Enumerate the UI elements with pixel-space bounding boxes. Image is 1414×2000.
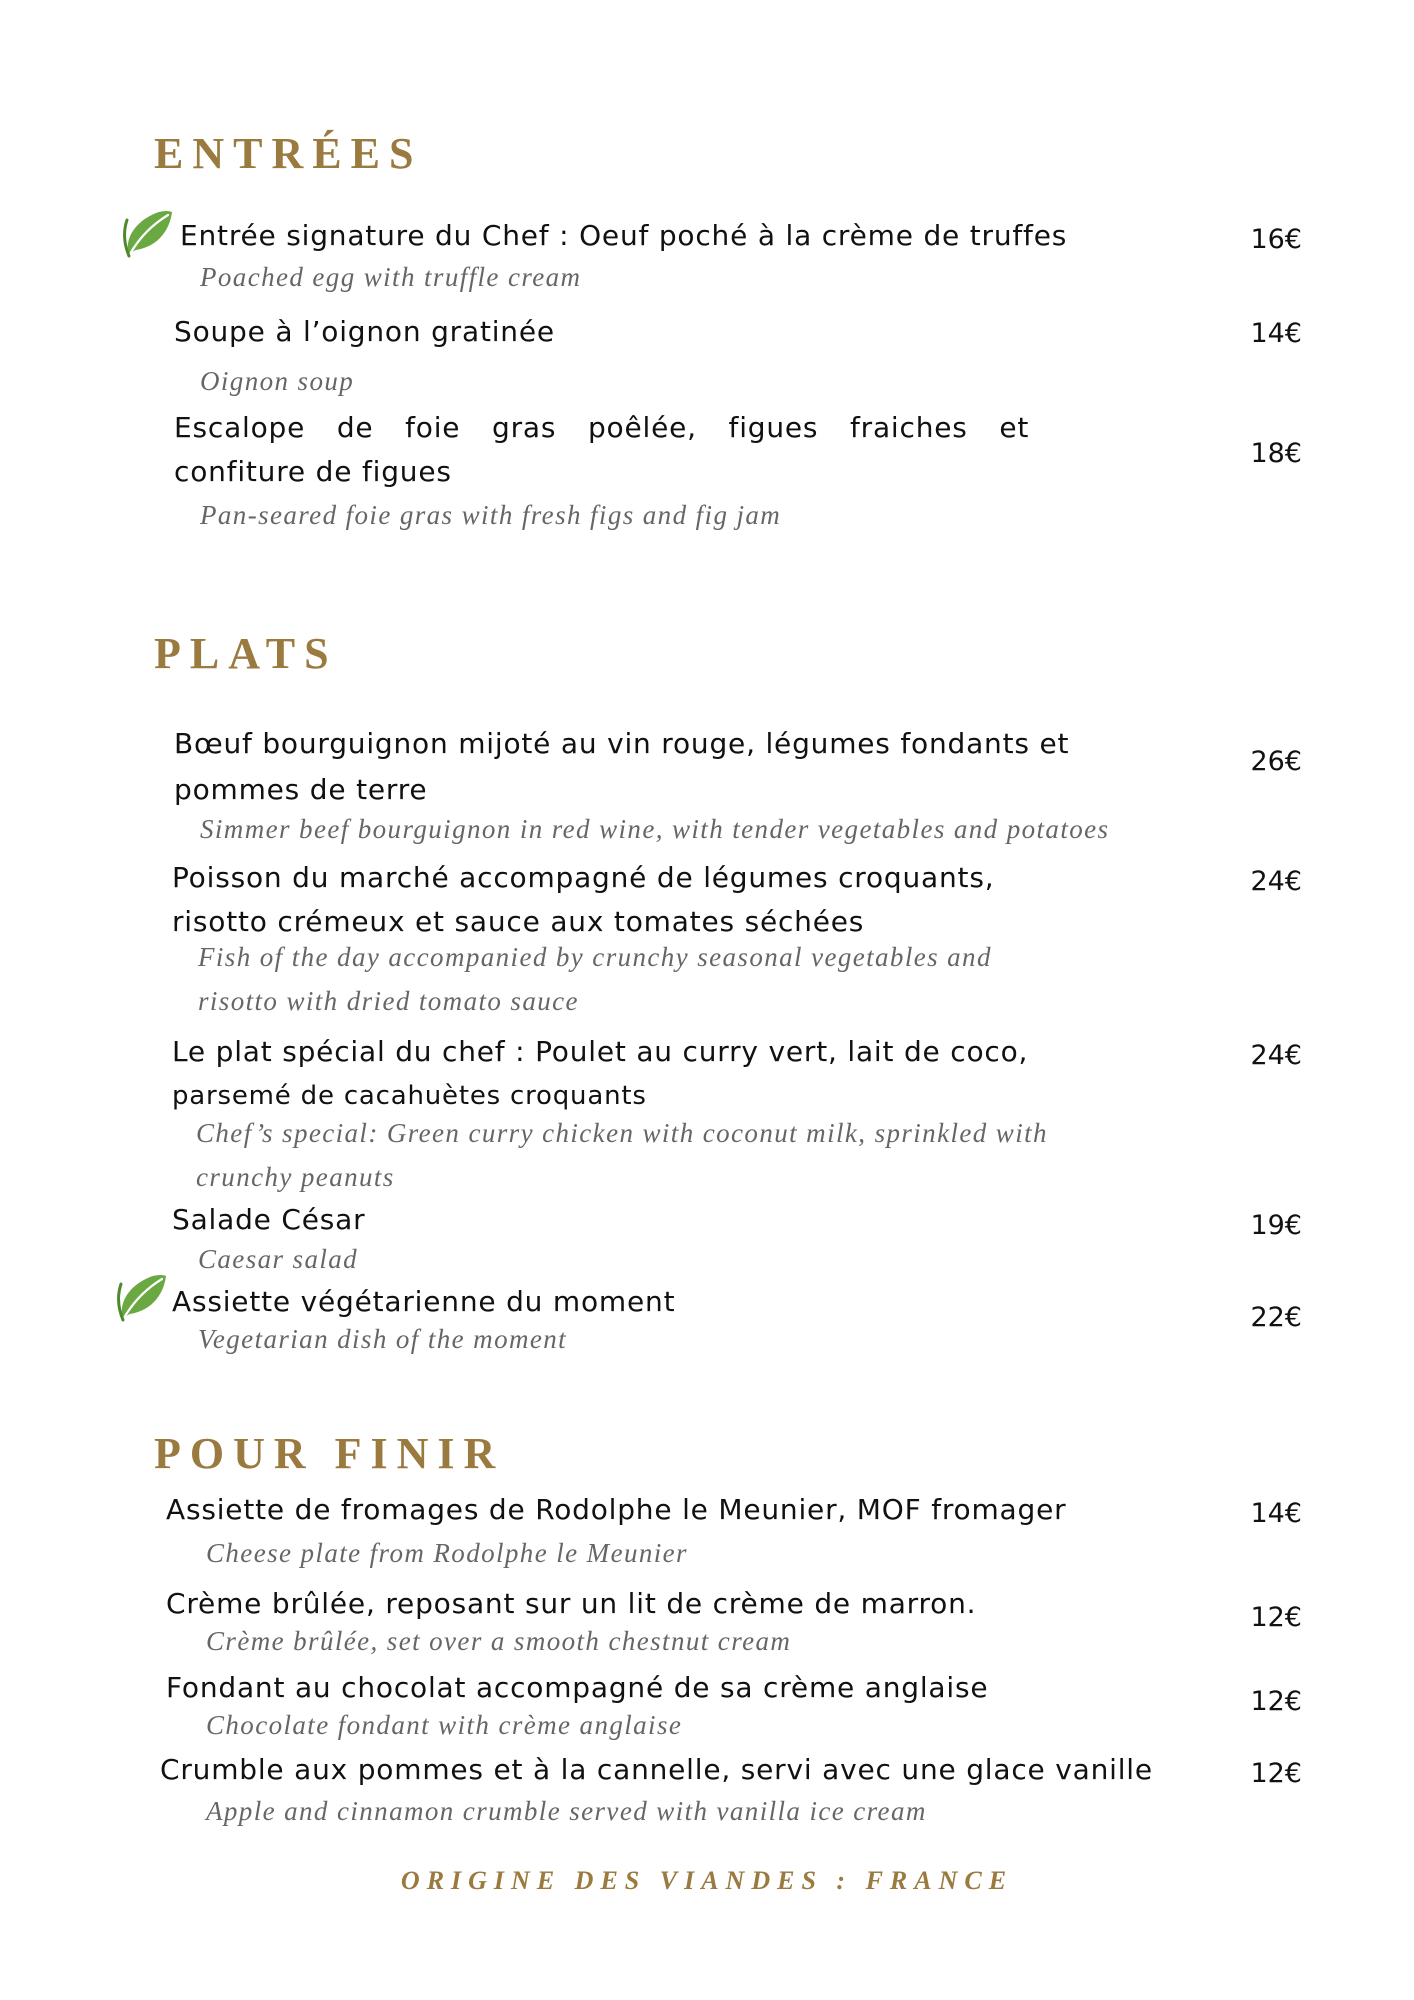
item-translation: Pan-seared foie gras with fresh figs and fig jam [200,500,782,530]
item-name: Assiette végétarienne du moment [172,1285,676,1318]
item-price: 12€ [1250,1686,1302,1717]
item-name-line: Poisson du marché accompagné de légumes croquants, [172,861,995,894]
item-name-line: risotto crémeux et sauce aux tomates séchées [172,905,865,938]
item-name: Salade César [172,1203,366,1236]
item-name: Soupe à l’oignon gratinée [174,315,555,348]
item-name-line: parsemé de cacahuètes croquants [172,1081,647,1111]
section-title-pour-finir: POUR FINIR [154,1429,505,1478]
item-translation: Simmer beef bourguignon in red wine, with tender vegetables and potatoes [200,814,1110,844]
item-translation-line: Fish of the day accompanied by crunchy seasonal vegetables and [198,942,992,972]
leaf-icon [120,206,174,260]
item-translation: Caesar salad [198,1244,359,1274]
item-name-line: Escalope de foie gras poêlée, figues fraiches et [174,411,1030,444]
item-price: 12€ [1250,1602,1302,1633]
item-price: 18€ [1250,438,1302,469]
item-name: Crème brûlée, reposant sur un lit de crème de marron. [166,1587,977,1620]
item-price: 24€ [1250,866,1302,897]
item-translation-line: risotto with dried tomato sauce [198,986,579,1016]
section-title-entrees: ENTRÉES [154,129,423,178]
item-name: Fondant au chocolat accompagné de sa crème anglaise [166,1671,989,1704]
item-translation-line: Chef’s special: Green curry chicken with coconut milk, sprinkled with [196,1118,1048,1148]
item-name-line: Bœuf bourguignon mijoté au vin rouge, légumes fondants et [174,727,1070,760]
item-translation-line: crunchy peanuts [196,1162,395,1192]
item-price: 12€ [1250,1758,1302,1789]
item-name: Crumble aux pommes et à la cannelle, servi avec une glace vanille [160,1753,1153,1786]
item-translation: Apple and cinnamon crumble served with vanilla ice cream [206,1796,927,1826]
item-name-line: Le plat spécial du chef : Poulet au curry vert, lait de coco, [172,1035,1029,1068]
item-translation: Chocolate fondant with crème anglaise [206,1710,683,1740]
item-translation: Oignon soup [200,366,355,396]
item-price: 14€ [1250,1498,1302,1529]
item-name: Entrée signature du Chef : Oeuf poché à la crème de truffes [180,219,1068,252]
item-translation: Crème brûlée, set over a smooth chestnut cream [206,1626,792,1656]
item-translation: Vegetarian dish of the moment [198,1324,568,1354]
item-price: 19€ [1250,1210,1302,1241]
meat-origin-note: ORIGINE DES VIANDES : FRANCE [400,1866,1014,1895]
item-name-line: pommes de terre [174,773,428,806]
item-price: 26€ [1250,746,1302,777]
item-price: 14€ [1250,318,1302,349]
item-price: 22€ [1250,1302,1302,1333]
leaf-icon [114,1270,168,1324]
item-name-line: confiture de figues [174,455,452,488]
item-price: 24€ [1250,1040,1302,1071]
item-price: 16€ [1250,224,1302,255]
section-title-plats: PLATS [154,629,338,678]
item-translation: Poached egg with truffle cream [200,262,582,292]
item-name: Assiette de fromages de Rodolphe le Meunier, MOF fromager [166,1493,1067,1526]
item-translation: Cheese plate from Rodolphe le Meunier [206,1538,688,1568]
